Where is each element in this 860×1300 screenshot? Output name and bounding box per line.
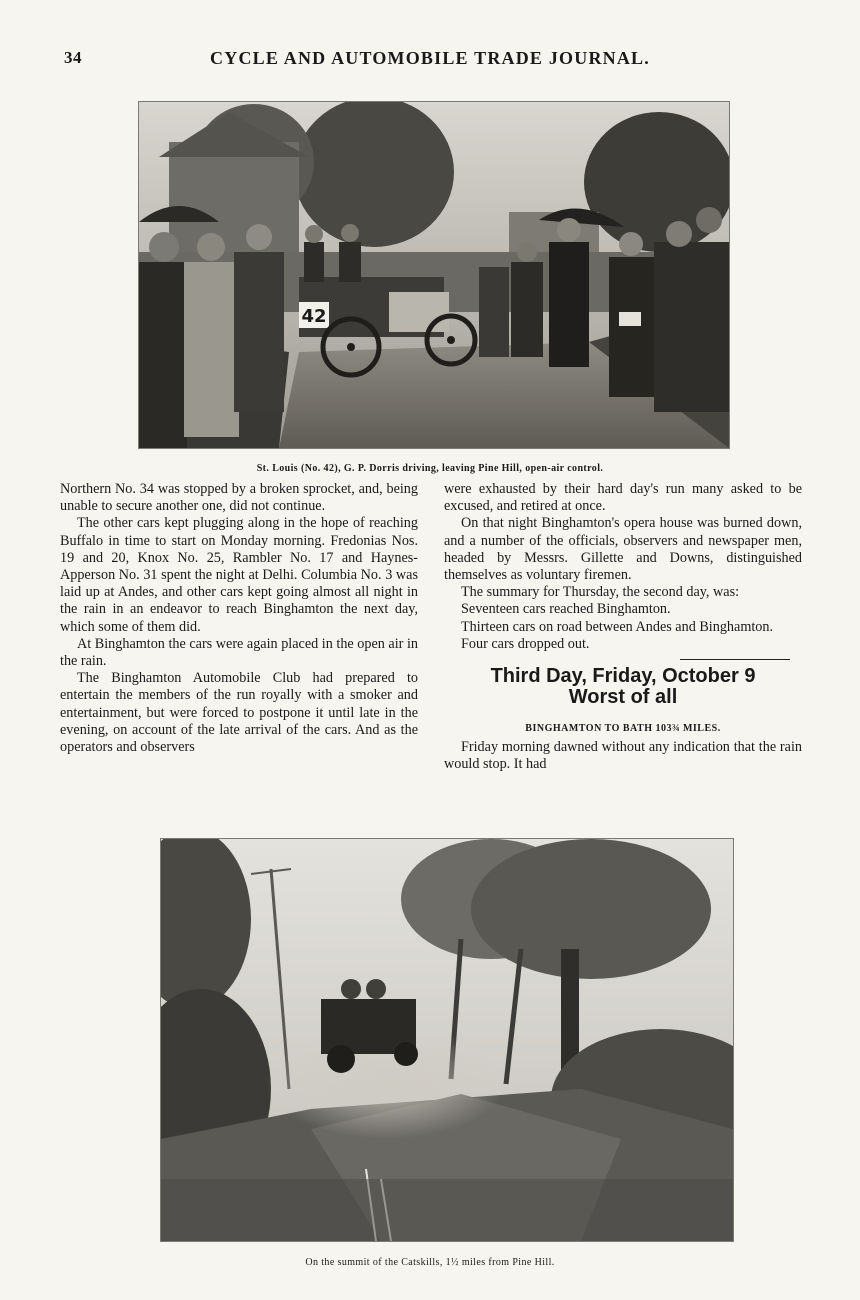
section-heading [444,666,802,708]
paragraph: The Binghamton Automobile Club had prepared to entertain the members of the run royally with a smoker and entertainment, but were forced to postpone it until late in the evening, on account of the late arrival of the cars. And as the operators and observers [60,670,418,756]
paragraph: Seventeen cars reached Binghamton. [461,601,671,618]
photo-top-caption: St. Louis (No. 42), G. P. Dorris driving, leaving Pine Hill, open-air control. [256,463,604,474]
paragraph: At Binghamton the cars were again placed in the open air in the rain. [60,635,418,670]
paragraph: The summary for Thursday, the second day, was: [461,584,740,601]
paragraph: Northern No. 34 was stopped by a broken sprocket, and, being unable to secure another one, did not continue. [60,481,418,515]
paragraph: Thirteen cars on road between Andes and Binghamton. [461,618,774,635]
section-divider [680,659,790,660]
paragraph: Friday morning dawned without any indication that the rain would stop. It had [444,739,802,773]
section-subheading: BINGHAMTON TO BATH 103¾ MILES. [525,723,721,735]
car-number-plate: 42 [301,306,327,327]
photo-car-leaving-pine-hill [138,101,730,449]
running-head: CYCLE AND AUTOMOBILE TRADE JOURNAL. [210,48,650,68]
paragraph: On that night Binghamton's opera house was burned down, and a number of the officials, observers and newspaper men, headed by Messrs. Gillette and Downs, distinguished themselves as voluntary firemen. [444,515,802,584]
photo-car-catskills-summit [160,838,734,1242]
photo-bottom-caption: On the summit of the Catskills, 1½ miles from Pine Hill. [305,1257,555,1268]
article-right-column [444,481,802,774]
article-left-column [60,481,418,756]
section-heading-line-1: Third Day, Friday, October 9 [490,665,756,688]
paragraph: The other cars kept plugging along in the hope of reaching Buffalo in time to start on Monday morning. Fredonias Nos. 19 and 20, Knox No. 25, Rambler No. 17 and Haynes-Apperson No. 31 spent the night at Delhi. Columbia No. 3 was laid up at Andes, and other cars kept going almost all night in the rain in an endeavor to reach Binghamton the next day, which some of them did. [60,515,418,635]
paragraph: were exhausted by their hard day's run many asked to be excused, and retired at once. [444,481,802,515]
section-heading-line-2: Worst of all [568,686,678,709]
paragraph: Four cars dropped out. [461,635,590,652]
page-number: 34 [64,48,82,67]
